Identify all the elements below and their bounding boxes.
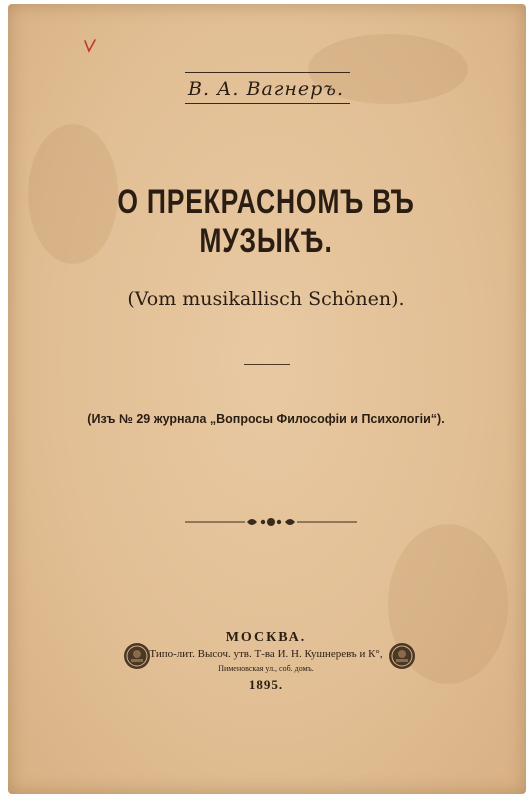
- publication-city: МОСКВА.: [225, 630, 307, 645]
- author-bottom-rule: [185, 103, 350, 104]
- red-checkmark-icon: [83, 38, 97, 54]
- author-top-rule: [185, 72, 350, 73]
- book-title: О ПРЕКРАСНОМЪ ВЪ МУЗЫКѢ.: [117, 183, 415, 260]
- floral-ornament-icon: [185, 514, 357, 530]
- author-name: В. А. Вагнеръ.: [187, 78, 345, 100]
- divider-rule: [244, 364, 290, 365]
- medal-icon: [387, 641, 417, 671]
- publication-year: 1895.: [248, 677, 284, 692]
- book-subtitle: (Vom musikallisch Schönen).: [127, 288, 405, 310]
- printer-address: Пименовская ул., соб. домъ.: [218, 664, 314, 673]
- paper-page: [8, 4, 526, 794]
- printer-line: Типо-лит. Высоч. утв. Т-ва И. Н. Кушнеревъ и К°,: [149, 648, 383, 660]
- source-note: (Изъ № 29 журнала „Вопросы Философіи и Психологіи“).: [87, 412, 445, 426]
